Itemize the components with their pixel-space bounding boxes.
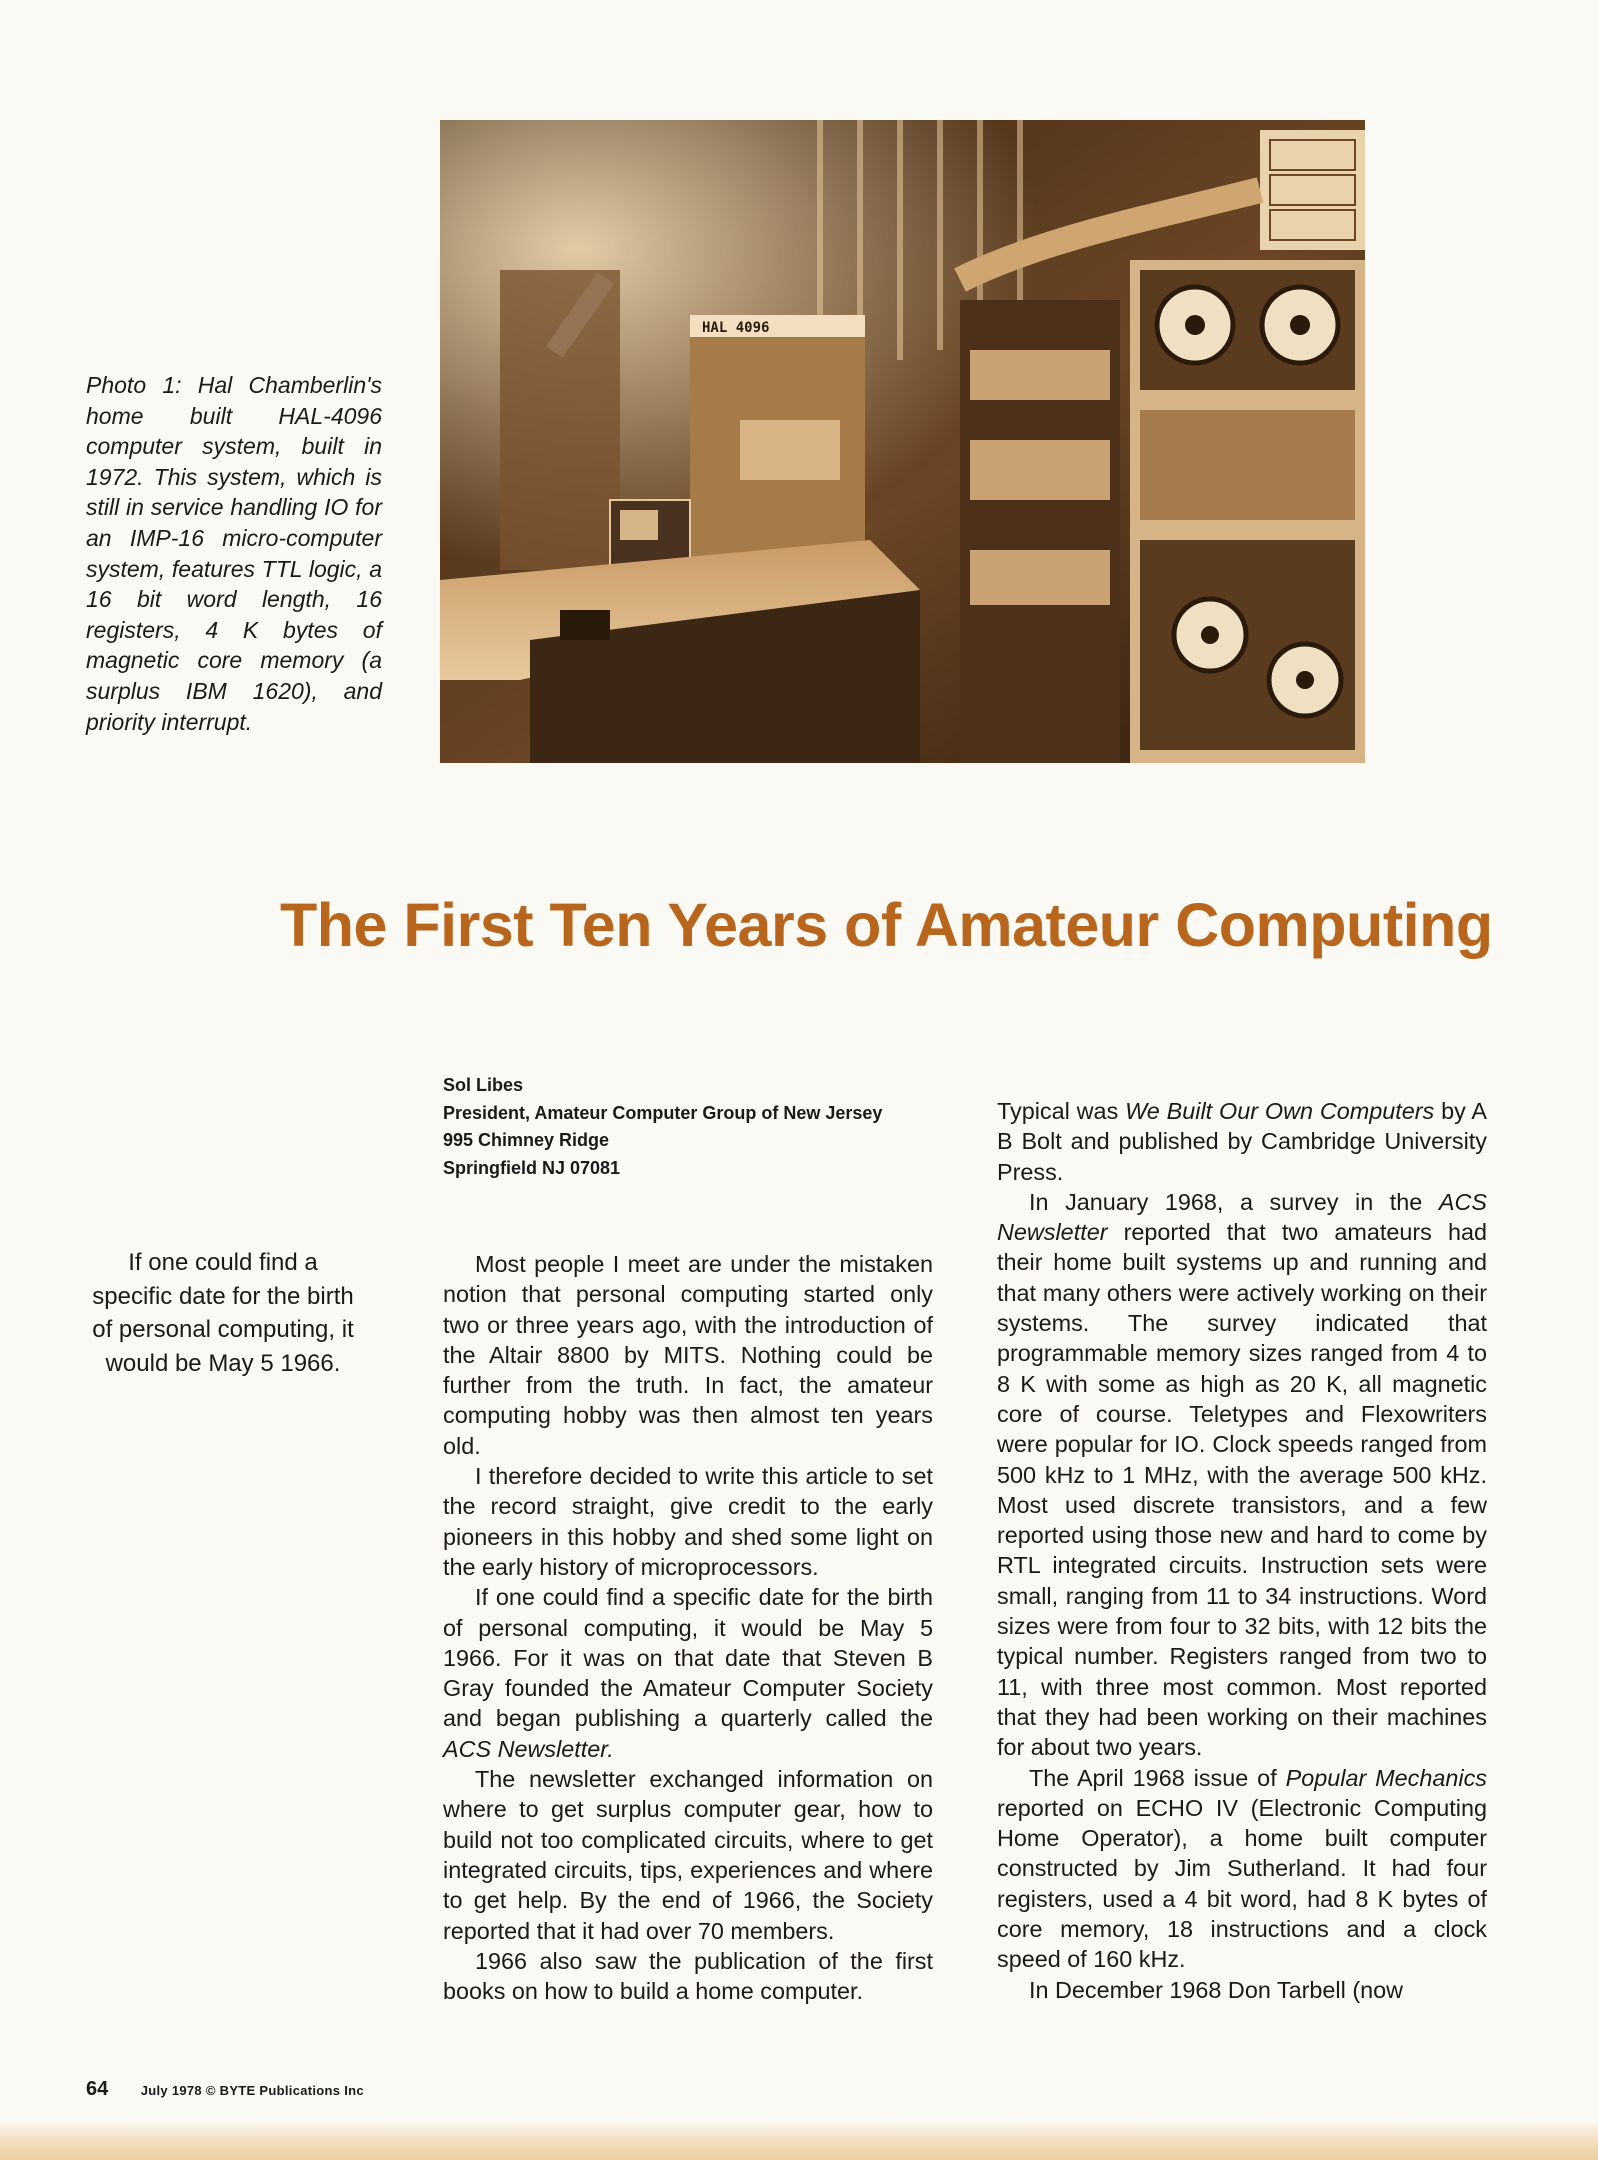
publication-title: ACS Newsletter (997, 1188, 1487, 1246)
photo-hal-4096-computer (440, 120, 1365, 763)
photo-caption: Photo 1: Hal Chamberlin's home built HAL-4096 computer system, built in 1972. This system, which is still in service handling IO for an IMP-16 micro-computer system, features TTL logic, a 16 bit word length, 16 registers, 4 K bytes of magnetic core memory (a surplus IBM 1620), and priority interrupt. (86, 372, 382, 735)
paper-edge-stain (0, 2120, 1598, 2160)
article-column-1 (443, 1249, 933, 2006)
pull-quote-line: of personal computing, it (92, 1316, 354, 1343)
pull-quote-line: specific date for the birth (92, 1282, 354, 1310)
footer-credit: July 1978 © BYTE Publications Inc (140, 2083, 364, 2098)
paragraph (997, 1763, 1487, 1975)
paragraph-text: by A B Bolt and published by Cambridge University Press. (997, 1098, 1487, 1185)
paragraph (443, 1582, 933, 1764)
paragraph (997, 1187, 1487, 1763)
pull-quote-line: would be May 5 1966. (105, 1349, 341, 1377)
paragraph: 1966 also saw the publication of the first books on how to build a home computer. (443, 1947, 933, 2005)
paragraph: In December 1968 Don Tarbell (now (1029, 1976, 1404, 2003)
article-title: The First Ten Years of Amateur Computing (280, 891, 1493, 959)
paragraph: Most people I meet are under the mistaken notion that personal computing started only two or three years ago, with the introduction of the Altair 8800 by MITS. Nothing could be further from the truth. In fact, the amateur computing hobby was then almost ten years old. (443, 1251, 933, 1459)
page-footer (86, 2078, 364, 2101)
author-street: 995 Chimney Ridge (443, 1130, 610, 1150)
page-number: 64 (86, 2078, 109, 2100)
photo-hal-label: HAL 4096 (702, 320, 770, 336)
paragraph (997, 1096, 1487, 1187)
paragraph: I therefore decided to write this article to set the record straight, give credit to the early pioneers in this hobby and shed some light on the early history of microprocessors. (443, 1463, 933, 1580)
photo-illustration (440, 120, 1365, 763)
book-title: We Built Our Own Computers (1125, 1098, 1435, 1124)
paragraph-text: reported on ECHO IV (Electronic Computing Home Operator), a home built computer constructed by Jim Sutherland. It had four registers, used a 4 bit word, had 8 K bytes of core memory, 18 instructions and a clock speed of 160 kHz. (997, 1794, 1487, 1973)
publication-title: Popular Mechanics (1285, 1764, 1487, 1791)
pull-quote-line: If one could find a (128, 1249, 318, 1276)
author-name: Sol Libes (443, 1075, 524, 1095)
article-column-2 (997, 1096, 1487, 2005)
author-byline (443, 1072, 963, 1182)
paragraph-text: The April 1968 issue of (1029, 1764, 1286, 1791)
paragraph-text: If one could find a specific date for the birth of personal computing, it would be May 5 1966. For it was on that date that Steven B Gray founded the Amateur Computer Society and began publishing a quarterly called the (443, 1584, 933, 1732)
paragraph-text: Typical was (997, 1098, 1126, 1124)
publication-title: ACS Newsletter. (443, 1735, 614, 1762)
author-position: President, Amateur Computer Group of New Jersey (443, 1102, 883, 1123)
pull-quote (78, 1246, 368, 1380)
author-city: Springfield NJ 07081 (443, 1157, 621, 1178)
paragraph-text: reported that two amateurs had their home built systems up and running and that many others were actively working on their systems. The survey indicated that programmable memory sizes ranged from 4 to 8 K with some as high as 20 K, all magnetic core of course. Teletypes and Flexowriters were popular for IO. Clock speeds ranged from 500 kHz to 1 MHz, with the average 500 kHz. Most used discrete transistors, and a few reported using those new and hard to come by RTL integrated circuits. Instruction sets were small, ranging from 11 to 34 instructions. Word sizes were from four to 32 bits, with 12 bits the typical number. Registers ranged from two to 11, with three most common. Most reported that they had been working on their machines for about two years. (997, 1219, 1487, 1761)
paragraph: The newsletter exchanged information on where to get surplus computer gear, how to build not too complicated circuits, where to get integrated circuits, tips, experiences and where to get help. By the end of 1966, the Society reported that it had over 70 members. (443, 1766, 933, 1944)
paragraph-text: In January 1968, a survey in the (1029, 1188, 1439, 1215)
